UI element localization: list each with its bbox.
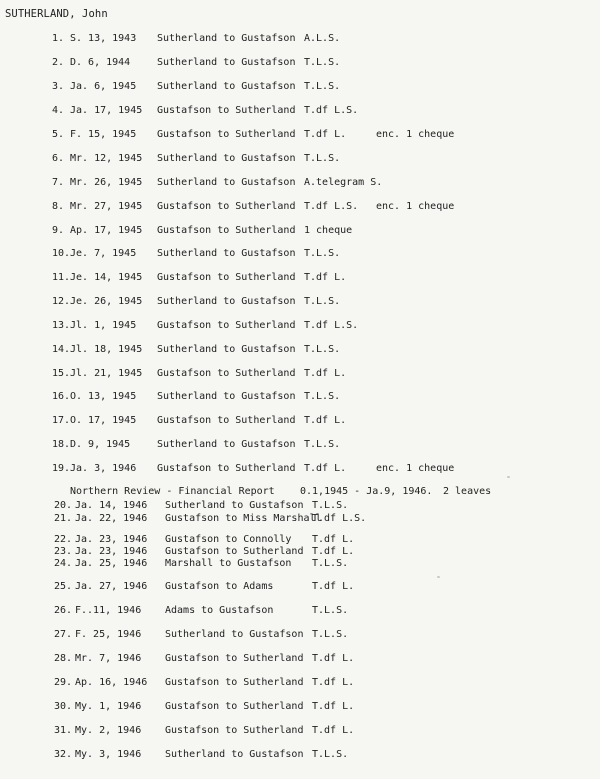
list-item (0, 700, 600, 714)
entry-date: Mr. 7, 1946 (75, 653, 142, 664)
list-item (0, 247, 600, 261)
entry-date: Ja. 27, 1946 (75, 581, 148, 592)
list-item (0, 200, 600, 214)
entry-document-type: T.df L. (312, 701, 355, 712)
entry-document-type: T.df L.S. (312, 513, 367, 524)
entry-correspondents: Gustafson to Sutherland (157, 272, 296, 283)
entry-document-type: A.L.S. (304, 33, 341, 44)
entry-document-type: T.L.S. (304, 153, 341, 164)
entry-number: 3. (52, 81, 65, 92)
entry-document-type: T.L.S. (304, 439, 341, 450)
list-item (0, 32, 600, 46)
entry-number: 4. (52, 105, 65, 116)
list-item (0, 295, 600, 309)
list-item (0, 271, 600, 285)
entry-number: 15. (52, 368, 71, 379)
entry-date: S. 13, 1943 (70, 33, 137, 44)
entry-date: O. 17, 1945 (70, 415, 137, 426)
list-item (0, 748, 600, 762)
entry-number: 16. (52, 391, 71, 402)
list-item (0, 367, 600, 381)
entry-date: Ja. 23, 1946 (75, 546, 148, 557)
entry-date: Ja. 6, 1945 (70, 81, 137, 92)
list-item (0, 104, 600, 118)
list-item (0, 462, 600, 476)
entry-number: 5. (52, 129, 65, 140)
entry-note: 2 leaves (443, 486, 492, 497)
entry-number: 6. (52, 153, 65, 164)
list-item (0, 499, 600, 513)
entry-document-type: T.df L. (304, 368, 347, 379)
entry-correspondents: Gustafson to Sutherland (157, 201, 296, 212)
entry-number: 10. (52, 248, 71, 259)
list-item (0, 152, 600, 166)
entry-correspondents: Gustafson to Sutherland (157, 225, 296, 236)
entry-number: 23. (54, 546, 73, 557)
list-item (0, 224, 600, 238)
entry-document-type: T.df L. (312, 581, 355, 592)
entry-number: 1. (52, 33, 65, 44)
entry-document-type: T.df L. (304, 129, 347, 140)
entry-number: 12. (52, 296, 71, 307)
entry-correspondents: Sutherland to Gustafson (157, 344, 296, 355)
entry-correspondents: Sutherland to Gustafson (165, 500, 304, 511)
list-item (0, 390, 600, 404)
entry-correspondents: Gustafson to Connolly (165, 534, 292, 545)
entry-document-type: T.L.S. (304, 248, 341, 259)
list-item (0, 557, 600, 571)
entry-correspondents: Gustafson to Sutherland (157, 368, 296, 379)
list-item (0, 319, 600, 333)
entry-correspondents: Gustafson to Sutherland (157, 463, 296, 474)
entry-correspondents: Adams to Gustafson (165, 605, 274, 616)
page-heading: SUTHERLAND, John (5, 8, 108, 20)
entry-date: F. 25, 1946 (75, 629, 142, 640)
entry-date: F. 15, 1945 (70, 129, 137, 140)
list-item (0, 80, 600, 94)
entry-date: Mr. 12, 1945 (70, 153, 143, 164)
entry-number: 2. (52, 57, 65, 68)
paper-speck (507, 476, 510, 478)
entry-document-type: T.df L. (304, 272, 347, 283)
entry-date: O. 13, 1945 (70, 391, 137, 402)
entry-document-type: T.L.S. (304, 391, 341, 402)
entry-document-type: 1 cheque (304, 225, 353, 236)
entry-number: 30. (54, 701, 73, 712)
entry-correspondents: Gustafson to Sutherland (165, 677, 304, 688)
entry-date: Jl. 18, 1945 (70, 344, 143, 355)
entry-date: D. 9, 1945 (70, 439, 131, 450)
entry-number: 19. (52, 463, 71, 474)
entry-date: F..11, 1946 (75, 605, 142, 616)
entry-correspondents: Gustafson to Sutherland (165, 546, 304, 557)
entry-date: D. 6, 1944 (70, 57, 131, 68)
entry-document-type: 0.1,1945 - Ja.9, 1946. (300, 486, 433, 497)
entry-correspondents: Sutherland to Gustafson (165, 629, 304, 640)
entry-document-type: T.L.S. (312, 629, 349, 640)
entry-number: 13. (52, 320, 71, 331)
entry-document-type: T.df L. (312, 677, 355, 688)
entry-number: 22. (54, 534, 73, 545)
entry-correspondents: Gustafson to Miss Marshall (165, 513, 322, 524)
entry-document-type: T.df L. (312, 546, 355, 557)
entry-date: Jl. 1, 1945 (70, 320, 137, 331)
entry-number: 17. (52, 415, 71, 426)
entry-number: 26. (54, 605, 73, 616)
entry-correspondents: Sutherland to Gustafson (165, 749, 304, 760)
report-entry (0, 485, 600, 499)
paper-speck (437, 576, 440, 578)
entry-correspondents: Gustafson to Sutherland (157, 415, 296, 426)
entry-correspondents: Gustafson to Adams (165, 581, 274, 592)
entry-number: 8. (52, 201, 65, 212)
list-item (0, 343, 600, 357)
entry-date: Ja. 14, 1946 (75, 500, 148, 511)
entry-document-type: T.df L. (304, 415, 347, 426)
entry-correspondents: Gustafson to Sutherland (157, 320, 296, 331)
entry-date: Je. 26, 1945 (70, 296, 143, 307)
entry-document-type: T.L.S. (304, 81, 341, 92)
entry-correspondents: Sutherland to Gustafson (157, 391, 296, 402)
entry-document-type: T.df L. (312, 653, 355, 664)
entry-correspondents: Gustafson to Sutherland (165, 725, 304, 736)
entry-date: Je. 14, 1945 (70, 272, 143, 283)
entry-date: My. 2, 1946 (75, 725, 142, 736)
entry-correspondents: Gustafson to Sutherland (157, 105, 296, 116)
entry-number: 20. (54, 500, 73, 511)
entry-document-type: T.df L.S. (304, 320, 359, 331)
entry-note: enc. 1 cheque (376, 129, 455, 140)
entry-number: 29. (54, 677, 73, 688)
entry-document-type: T.df L. (312, 725, 355, 736)
entry-document-type: T.df L. (304, 463, 347, 474)
entry-document-type: T.L.S. (304, 57, 341, 68)
entry-date: Ja. 25, 1946 (75, 558, 148, 569)
entry-number: 7. (52, 177, 65, 188)
entry-date: Northern Review - Financial Report (70, 486, 275, 497)
list-item (0, 56, 600, 70)
entry-number: 27. (54, 629, 73, 640)
entry-date: Ja. 3, 1946 (70, 463, 137, 474)
entry-document-type: T.L.S. (312, 749, 349, 760)
entry-number: 9. (52, 225, 65, 236)
entry-document-type: T.L.S. (304, 296, 341, 307)
entry-correspondents: Sutherland to Gustafson (157, 439, 296, 450)
list-item (0, 724, 600, 738)
list-item (0, 512, 600, 526)
list-item (0, 676, 600, 690)
entry-date: Mr. 26, 1945 (70, 177, 143, 188)
entry-date: My. 1, 1946 (75, 701, 142, 712)
entry-date: Ja. 22, 1946 (75, 513, 148, 524)
entry-date: Mr. 27, 1945 (70, 201, 143, 212)
entry-document-type: T.df L.S. (304, 201, 359, 212)
entry-correspondents: Sutherland to Gustafson (157, 248, 296, 259)
entry-document-type: T.L.S. (304, 344, 341, 355)
entry-date: Je. 7, 1945 (70, 248, 137, 259)
entry-document-type: T.L.S. (312, 558, 349, 569)
entry-number: 11. (52, 272, 71, 283)
entry-date: Ap. 17, 1945 (70, 225, 143, 236)
entry-correspondents: Sutherland to Gustafson (157, 81, 296, 92)
entry-number: 32. (54, 749, 73, 760)
entry-note: enc. 1 cheque (376, 201, 455, 212)
list-item (0, 176, 600, 190)
entry-date: Ja. 17, 1945 (70, 105, 143, 116)
entry-number: 31. (54, 725, 73, 736)
entry-correspondents: Gustafson to Sutherland (165, 653, 304, 664)
entry-note: enc. 1 cheque (376, 463, 455, 474)
entry-date: Ap. 16, 1946 (75, 677, 148, 688)
entry-document-type: T.L.S. (312, 500, 349, 511)
entry-document-type: T.df L.S. (304, 105, 359, 116)
entry-correspondents: Sutherland to Gustafson (157, 177, 296, 188)
entry-correspondents: Sutherland to Gustafson (157, 296, 296, 307)
entry-document-type: T.df L. (312, 534, 355, 545)
entry-correspondents: Gustafson to Sutherland (157, 129, 296, 140)
entry-correspondents: Gustafson to Sutherland (165, 701, 304, 712)
entry-number: 21. (54, 513, 73, 524)
list-item (0, 652, 600, 666)
entry-number: 18. (52, 439, 71, 450)
entry-number: 28. (54, 653, 73, 664)
entry-number: 24. (54, 558, 73, 569)
entry-number: 14. (52, 344, 71, 355)
list-item (0, 628, 600, 642)
entry-correspondents: Sutherland to Gustafson (157, 153, 296, 164)
entry-date: My. 3, 1946 (75, 749, 142, 760)
list-item (0, 414, 600, 428)
entry-correspondents: Sutherland to Gustafson (157, 57, 296, 68)
list-item (0, 580, 600, 594)
list-item (0, 604, 600, 618)
entry-date: Jl. 21, 1945 (70, 368, 143, 379)
entry-correspondents: Marshall to Gustafson (165, 558, 292, 569)
entry-correspondents: Sutherland to Gustafson (157, 33, 296, 44)
entry-document-type: T.L.S. (312, 605, 349, 616)
entry-number: 25. (54, 581, 73, 592)
entry-document-type: A.telegram S. (304, 177, 383, 188)
list-item (0, 438, 600, 452)
list-item (0, 128, 600, 142)
entry-date: Ja. 23, 1946 (75, 534, 148, 545)
